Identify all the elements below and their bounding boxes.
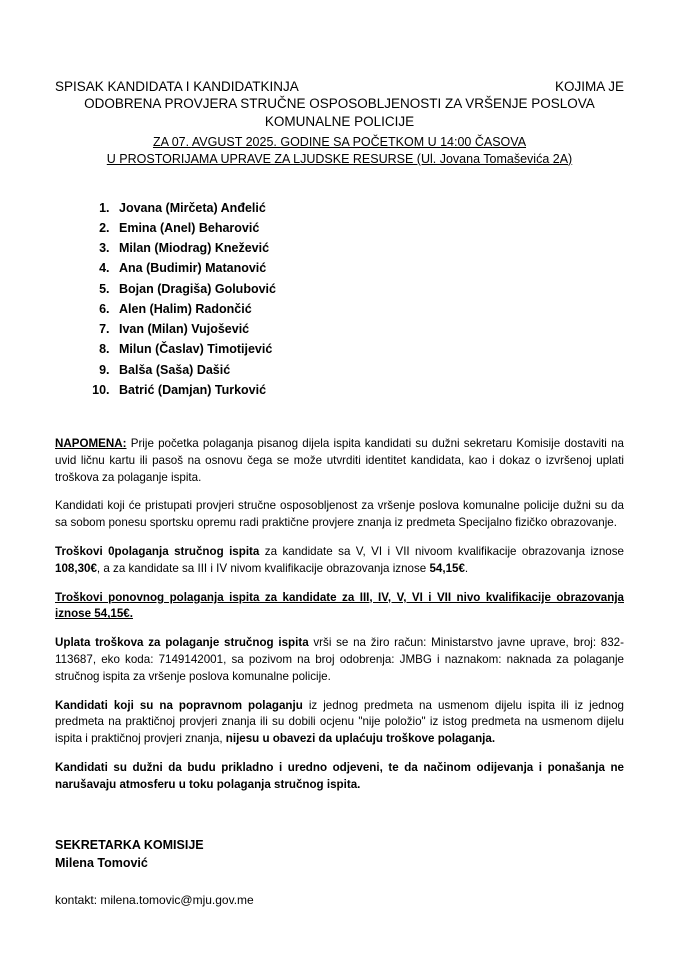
list-item: 9. Balša (Saša) Dašić (113, 360, 624, 380)
costs-mid-2: , a za kandidate sa III i IV nivom kvalifikacije obrazovanja iznose (96, 561, 430, 575)
paragraph-equipment: Kandidati koji će pristupati provjeri stručne osposobljenost za vršenje poslova komunalne policije dužni su da sa sobom ponesu sportsku opremu radi praktične provjere znanja iz predmeta Specijalno fizičko obrazovanje. (55, 499, 624, 530)
paragraph-dress-code: Kandidati su dužni da budu prikladno i uredno odjeveni, te da načinom odijevanja i ponašanja ne narušavaju atmosferu u toku polaganja stručnog ispita. (55, 761, 624, 791)
list-item: 3. Milan (Miodrag) Knežević (113, 238, 624, 258)
list-item: 6. Alen (Halim) Radončić (113, 299, 624, 319)
costs-amount-2: 54,15€ (429, 561, 465, 575)
notes-section (55, 436, 624, 794)
candidate-list-section (55, 198, 624, 401)
header-title-right: KOJIMA JE (554, 79, 624, 94)
paragraph-napomena (55, 436, 624, 486)
list-item: 4. Ana (Budimir) Matanović (113, 258, 624, 278)
napomena-label: NAPOMENA: (55, 437, 127, 451)
list-item: 5. Bojan (Dragiša) Golubović (113, 279, 624, 299)
document-header (55, 78, 624, 168)
retake-bold-end: nijesu u obavezi da uplaćuju troškove polaganja. (225, 732, 496, 746)
list-item: 8. Milun (Časlav) Timotijević (113, 339, 624, 359)
napomena-text: Prije početka polaganja pisanog dijela ispita kandidati su dužni sekretaru Komisije dostaviti na uvid ličnu kartu ili pasoš na osnovu čega se može utvrditi identitet kandidata, kao i dokaz o izvršenoj uplati troškova za polaganje ispita. (55, 437, 624, 484)
signature-name: Milena Tomović (55, 855, 148, 870)
signature-title: SEKRETARKA KOMISIJE (55, 837, 204, 852)
retake-lead: Kandidati koji su na popravnom polaganju (55, 698, 303, 712)
costs-mid-1: za kandidate sa V, VI i VII nivoom kvalifikacije obrazovanja iznose (259, 545, 624, 559)
list-item: 7. Ivan (Milan) Vujošević (113, 319, 624, 339)
costs-amount-1: 108,30€ (55, 561, 97, 575)
costs-end: . (464, 561, 469, 575)
paragraph-retake (55, 698, 624, 748)
costs-lead: Troškovi 0polaganja stručnog ispita (55, 545, 260, 559)
header-title-left: SPISAK KANDIDATA I KANDIDATKINJA (55, 79, 299, 94)
paragraph-repeat-costs: Troškovi ponovnog polaganja ispita za kandidate za III, IV, V, VI i VII nivo kvalifikacije obrazovanja iznose 54,15€. (55, 590, 624, 621)
header-line-3: KOMUNALNE POLICIJE (264, 113, 415, 129)
signature-block (55, 836, 624, 910)
header-line-1 (55, 78, 624, 95)
list-item: 1. Jovana (Mirčeta) Anđelić (113, 198, 624, 218)
paragraph-costs (55, 544, 624, 578)
list-item: 10. Batrić (Damjan) Turković (113, 380, 624, 400)
payment-lead: Uplata troškova za polaganje stručnog ispita (55, 636, 309, 650)
candidate-list (73, 198, 624, 401)
retake-text: iz jednog predmeta na usmenom dijelu ispita ili iz jednog predmeta na praktičnoj provjeri znanja ili su dobili ocjenu "nije položio" iz istog predmeta na usmenom dijelu ispita i praktičnoj provjeri znanja, (55, 698, 624, 746)
paragraph-payment (55, 635, 624, 685)
list-item: 2. Emina (Anel) Beharović (113, 218, 624, 238)
header-line-2: ODOBRENA PROVJERA STRUČNE OSPOSOBLJENOSTI ZA VRŠENJE POSLOVA (84, 96, 595, 112)
header-subline-location: U PROSTORIJAMA UPRAVE ZA LJUDSKE RESURSE (Ul. Jovana Tomaševića 2A) (106, 151, 573, 166)
header-subline-date: ZA 07. AVGUST 2025. GODINE SA POČETKOM U 14:00 ČASOVA (152, 134, 527, 149)
payment-text: vrši se na žiro račun: Ministarstvo javne uprave, broj: 832-113687, eko koda: 7149142001, sa pozivom na broj odobrenja: JMBG i naznakom: naknada za polaganje stručnog ispita za vršenje poslova komunalne policije. (55, 636, 624, 683)
contact-email: kontakt: milena.tomovic@mju.gov.me (55, 892, 254, 907)
